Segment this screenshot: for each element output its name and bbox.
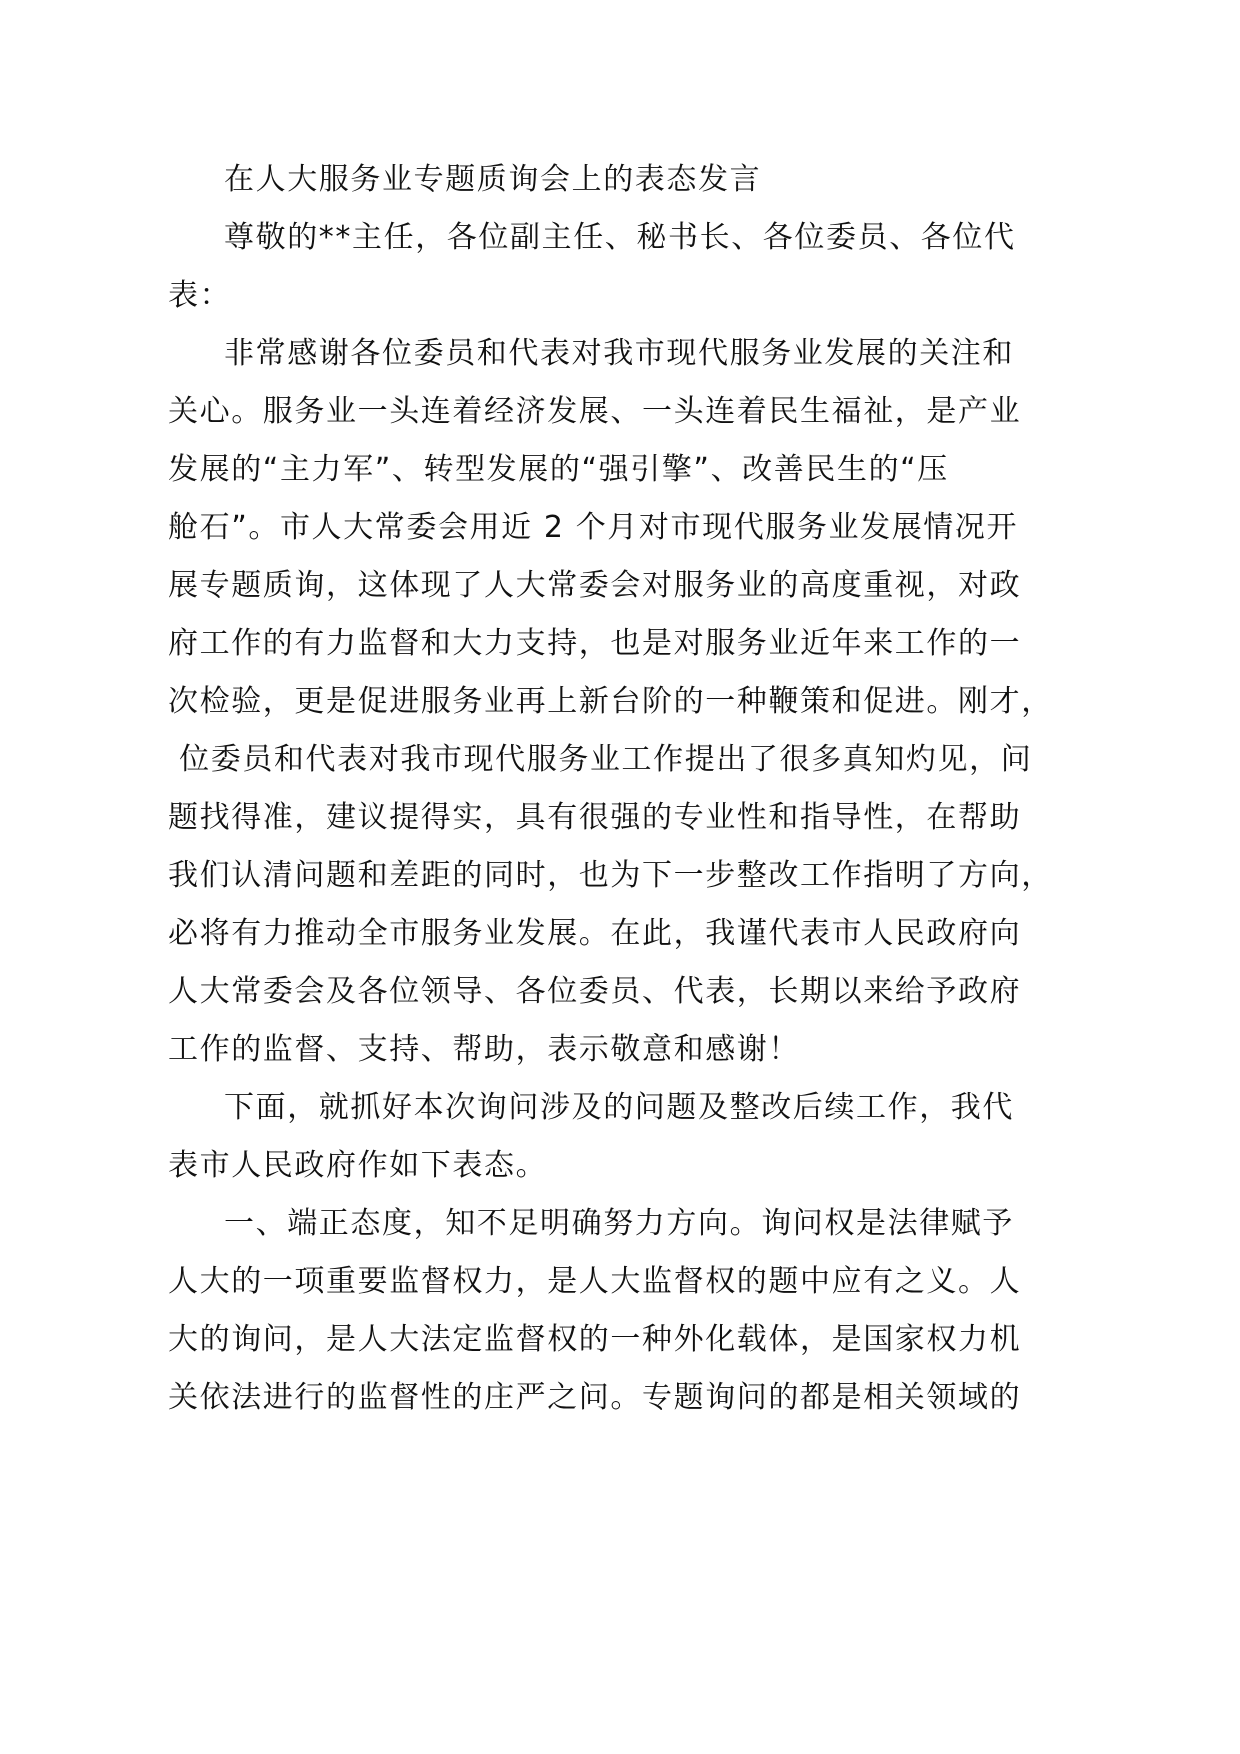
text-line: 舱石”。市人大常委会用近 2 个月对市现代服务业发展情况开 xyxy=(168,510,1019,545)
text-line: 人大的一项重要监督权力，是人大监督权的题中应有之义。人 xyxy=(168,1264,1022,1299)
text-line: 关心。服务业一头连着经济发展、一头连着民生福祉，是产业 xyxy=(168,394,1022,429)
text-line: 府工作的有力监督和大力支持，也是对服务业近年来工作的一 xyxy=(168,626,1022,661)
document-title: 在人大服务业专题质询会上的表态发言 xyxy=(224,162,762,197)
text-line: 关依法进行的监督性的庄严之问。专题询问的都是相关领域的 xyxy=(168,1380,1022,1415)
text-line: 非常感谢各位委员和代表对我市现代服务业发展的关注和 xyxy=(224,336,1014,371)
text-line: 必将有力推动全市服务业发展。在此，我谨代表市人民政府向 xyxy=(168,916,1022,951)
text-line: 表市人民政府作如下表态。 xyxy=(168,1148,548,1183)
text-line: 我们认清问题和差距的同时，也为下一步整改工作指明了方向， xyxy=(168,858,1053,893)
text-line: 人大常委会及各位领导、各位委员、代表，长期以来给予政府 xyxy=(168,974,1022,1009)
text-line: 大的询问，是人大法定监督权的一种外化载体，是国家权力机 xyxy=(168,1322,1022,1357)
text-line: 尊敬的**主任，各位副主任、秘书长、各位委员、各位代 xyxy=(224,220,1016,255)
text-line: 题找得准，建议提得实，具有很强的专业性和指导性，在帮助 xyxy=(168,800,1022,835)
text-line: 下面，就抓好本次询问涉及的问题及整改后续工作，我代 xyxy=(224,1090,1014,1125)
text-line: 工作的监督、支持、帮助，表示敬意和感谢！ xyxy=(168,1032,800,1067)
text-line: 发展的“主力军”、转型发展的“强引擎”、改善民生的“压 xyxy=(168,452,949,487)
text-line: 次检验，更是促进服务业再上新台阶的一种鞭策和促进。刚才， xyxy=(168,684,1053,719)
text-line: 位委员和代表对我市现代服务业工作提出了很多真知灼见，问 xyxy=(168,742,1033,777)
text-line: 表： xyxy=(168,278,232,313)
text-line: 一、端正态度，知不足明确努力方向。询问权是法律赋予 xyxy=(224,1206,1014,1241)
text-line: 展专题质询，这体现了人大常委会对服务业的高度重视，对政 xyxy=(168,568,1022,603)
